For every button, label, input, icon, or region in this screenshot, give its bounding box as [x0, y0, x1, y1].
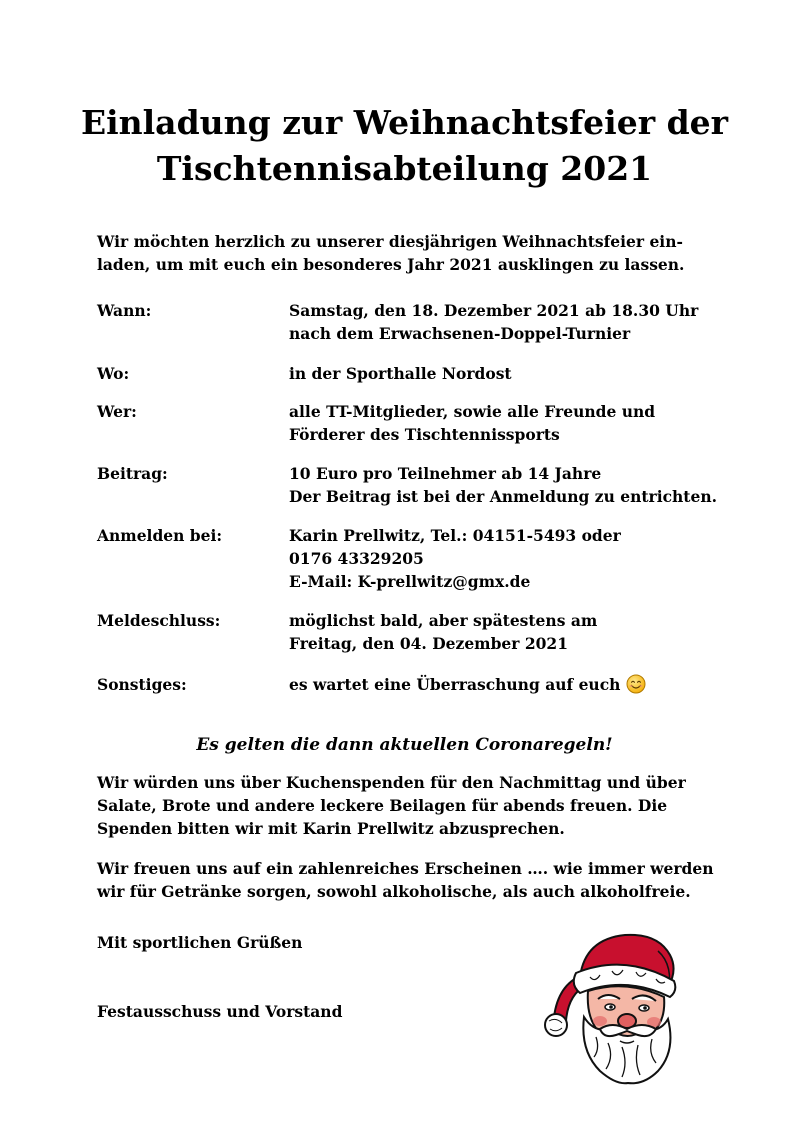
value-line: Freitag, den 04. Dezember 2021: [289, 634, 568, 653]
label-meldeschluss: Meldeschluss:: [97, 611, 221, 630]
intro-line-1: Wir möchten herzlich zu unserer diesjährigen Weihnachtsfeier ein-: [97, 232, 683, 251]
value-anmelden: [289, 524, 759, 593]
intro-line-2: laden, um mit euch ein besonderes Jahr 2021 ausklingen zu lassen.: [97, 255, 685, 274]
value-line: Der Beitrag ist bei der Anmeldung zu entrichten.: [289, 487, 717, 506]
santa-claus-illustration: [540, 925, 690, 1089]
value-wo: [289, 362, 759, 385]
label-beitrag: Beitrag:: [97, 464, 168, 483]
label-wo: Wo:: [97, 364, 130, 383]
value-line: E-Mail: K-prellwitz@gmx.de: [289, 572, 531, 591]
value-line: in der Sporthalle Nordost: [289, 364, 512, 383]
title-line-2: Tischtennisabteilung 2021: [156, 149, 653, 188]
value-beitrag: [289, 462, 759, 508]
label-wann: Wann:: [97, 301, 152, 320]
paragraph-line: wir für Getränke sorgen, sowohl alkoholische, als auch alkoholfreie.: [97, 882, 691, 901]
paragraph-line: Salate, Brote und andere leckere Beilagen für abends freuen. Die: [97, 796, 668, 815]
value-meldeschluss: [289, 609, 759, 655]
label-wer: Wer:: [97, 402, 137, 421]
value-line: 10 Euro pro Teilnehmer ab 14 Jahre: [289, 464, 602, 483]
value-line: Karin Prellwitz, Tel.: 04151-5493 oder: [289, 526, 621, 545]
smiley-emoji-icon: [626, 674, 646, 700]
signature: Festausschuss und Vorstand: [97, 1002, 343, 1021]
value-wer: [289, 400, 759, 446]
document-title: [40, 100, 769, 192]
value-line: Samstag, den 18. Dezember 2021 ab 18.30 Uhr: [289, 301, 699, 320]
value-line: möglichst bald, aber spätestens am: [289, 611, 598, 630]
closing-greeting: Mit sportlichen Grüßen: [97, 933, 303, 952]
value-line: 0176 43329205: [289, 549, 424, 568]
value-line: es wartet eine Überraschung auf euch: [289, 675, 621, 694]
donations-paragraph: [97, 771, 737, 840]
value-line: alle TT-Mitglieder, sowie alle Freunde und: [289, 402, 656, 421]
label-anmelden: Anmelden bei:: [97, 526, 223, 545]
value-line: nach dem Erwachsenen-Doppel-Turnier: [289, 324, 631, 343]
title-line-1: Einladung zur Weihnachtsfeier der: [80, 103, 729, 142]
label-sonstiges: Sonstiges:: [97, 675, 187, 694]
drinks-paragraph: [97, 857, 737, 903]
value-sonstiges: [289, 673, 759, 700]
paragraph-line: Wir freuen uns auf ein zahlenreiches Erscheinen …. wie immer werden: [97, 859, 714, 878]
intro-paragraph: [97, 230, 737, 276]
value-line: Förderer des Tischtennissports: [289, 425, 560, 444]
paragraph-line: Spenden bitten wir mit Karin Prellwitz abzusprechen.: [97, 819, 565, 838]
paragraph-line: Wir würden uns über Kuchenspenden für den Nachmittag und über: [97, 773, 686, 792]
corona-notice: Es gelten die dann aktuellen Coronaregeln!: [196, 735, 613, 755]
value-wann: [289, 299, 759, 345]
